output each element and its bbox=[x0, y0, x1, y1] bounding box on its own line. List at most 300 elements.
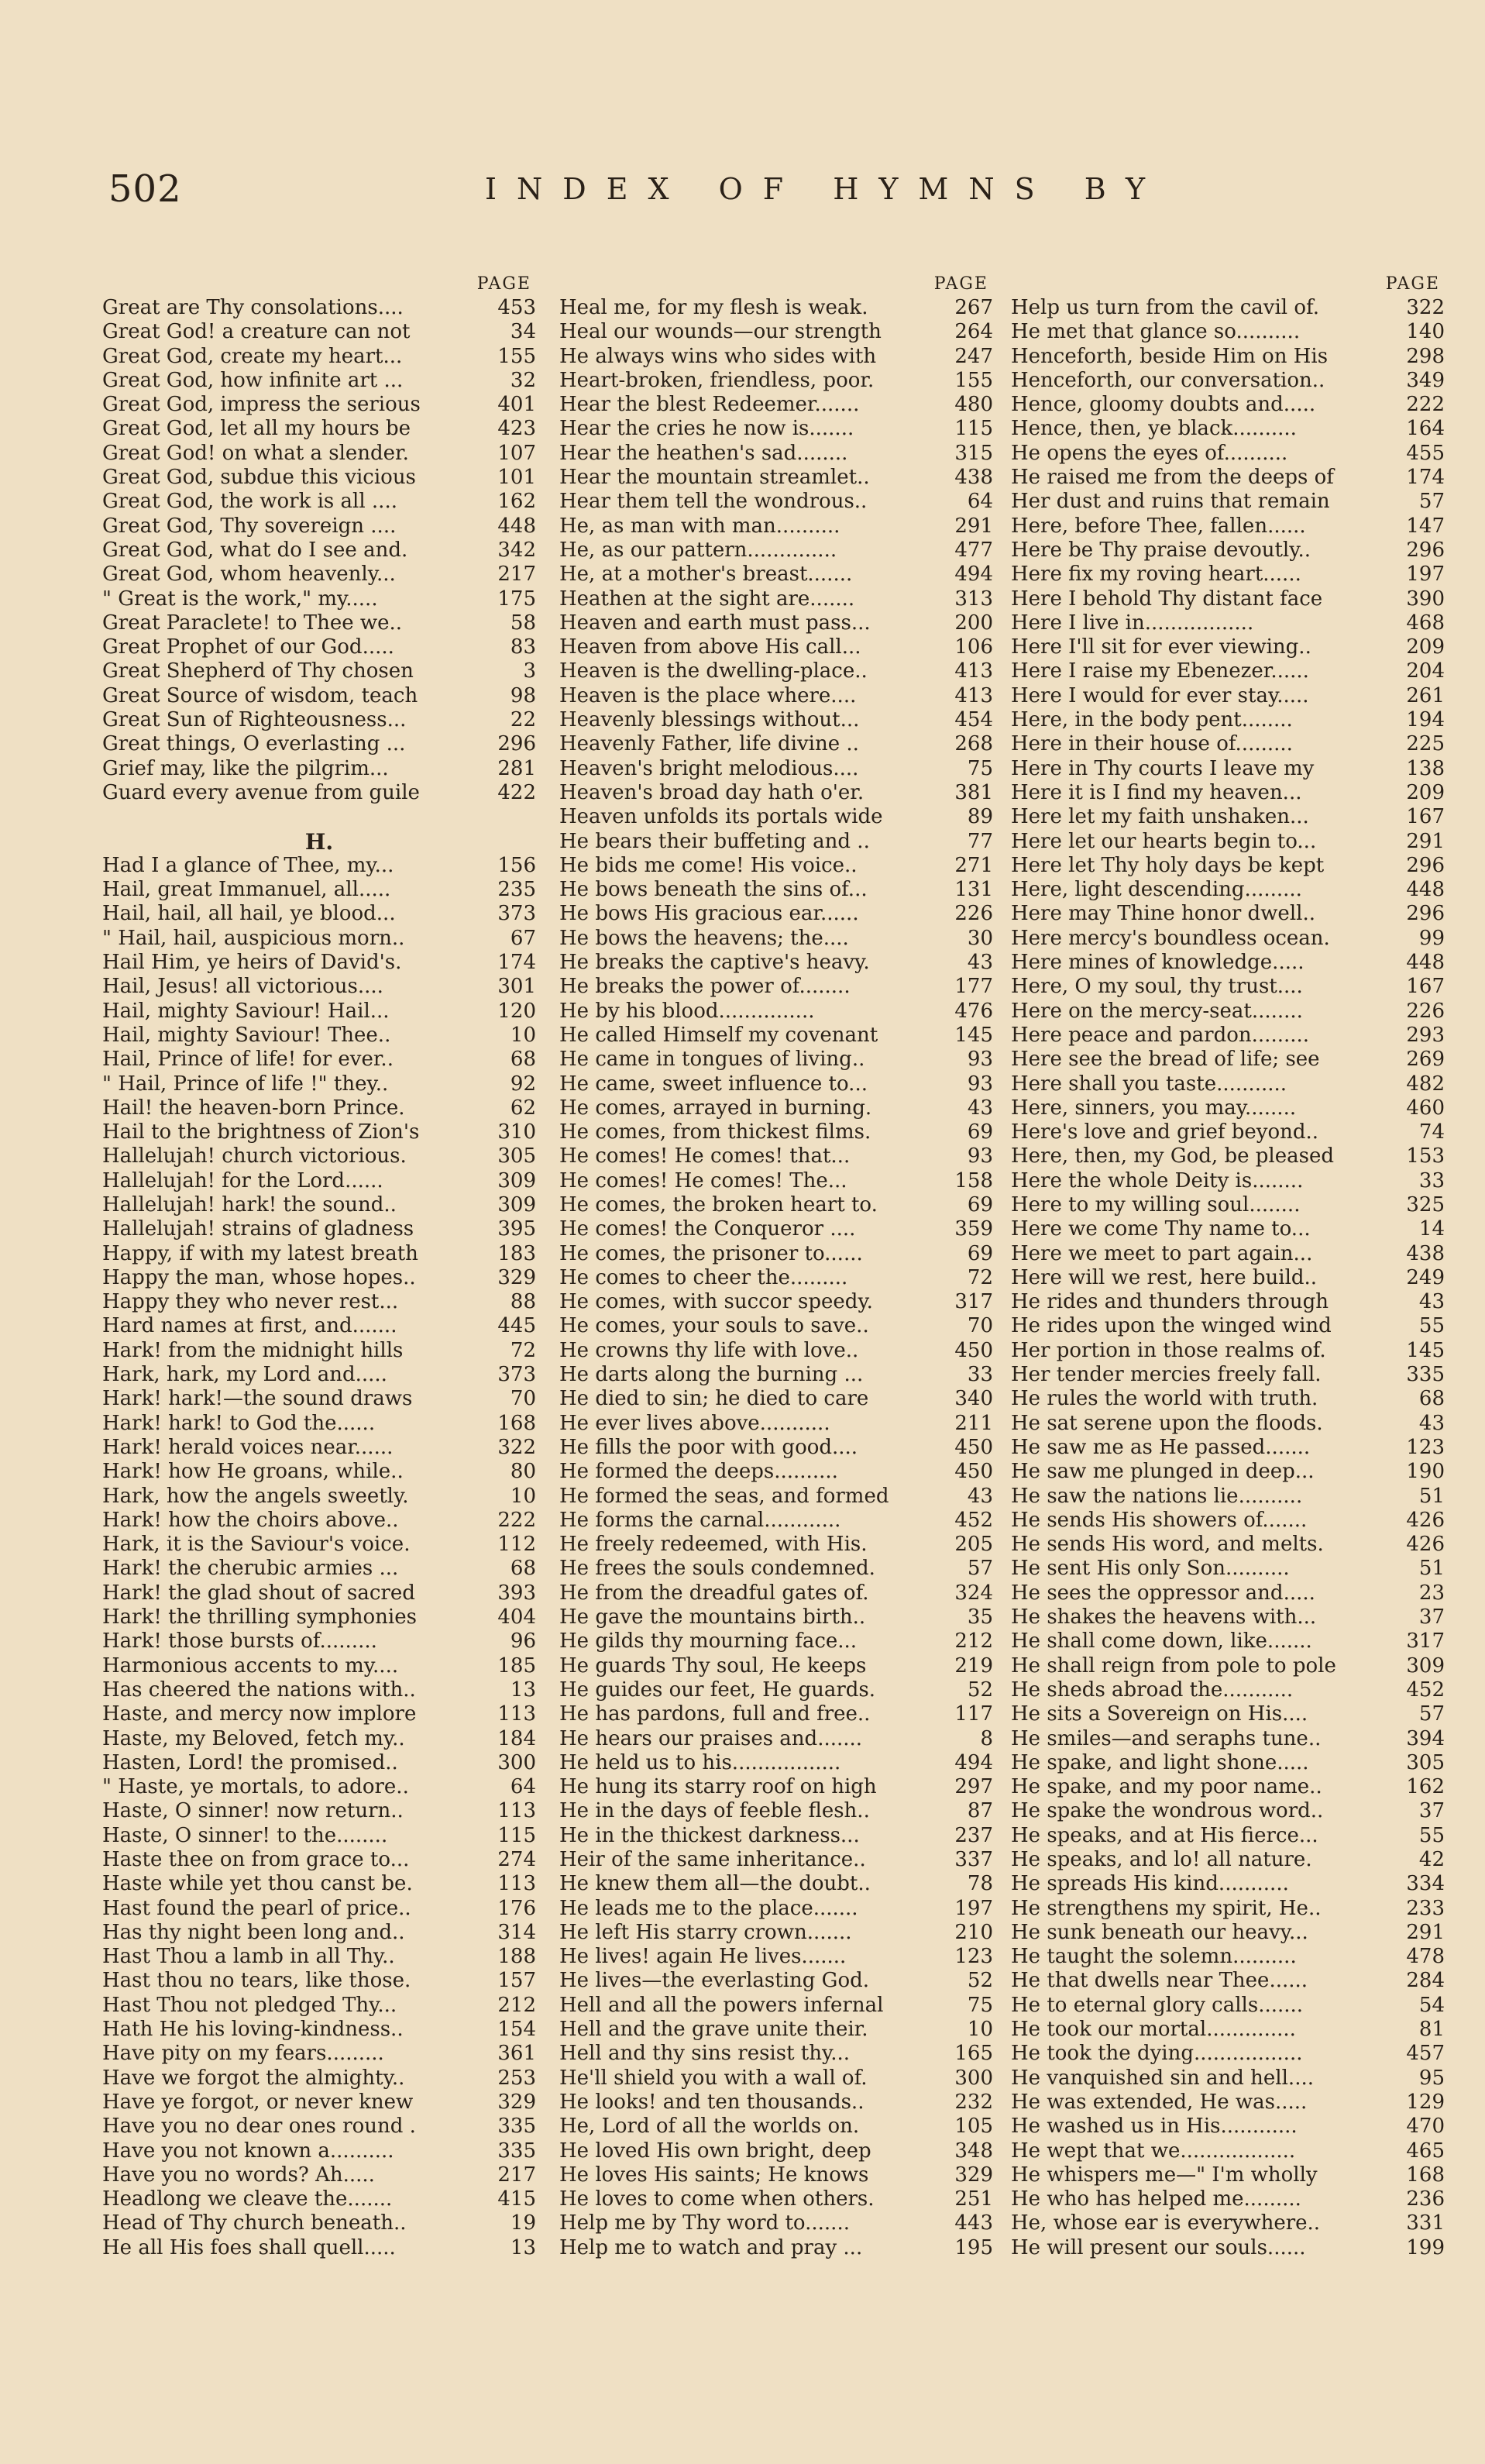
index-entry bbox=[559, 1848, 993, 1872]
hymn-first-line: Here, then, my God, be pleased bbox=[1011, 1144, 1334, 1168]
index-entry bbox=[559, 1799, 993, 1823]
index-entry bbox=[102, 781, 536, 805]
hymn-page-number: 184 bbox=[497, 1726, 536, 1750]
hymn-first-line: Her dust and ruins that remain bbox=[1011, 490, 1330, 514]
hymn-first-line: Had I a glance of Thee, my... bbox=[102, 853, 394, 877]
hymn-page-number: 335 bbox=[1406, 1363, 1445, 1387]
hymn-page-number: 274 bbox=[497, 1848, 536, 1871]
index-entry bbox=[559, 345, 993, 369]
hymn-page-number: 158 bbox=[954, 1168, 993, 1192]
hymn-page-number: 296 bbox=[1406, 853, 1445, 877]
index-entry bbox=[102, 2211, 536, 2235]
hymn-page-number: 43 bbox=[967, 1484, 993, 1508]
hymn-page-number: 155 bbox=[497, 344, 536, 368]
index-entry bbox=[559, 2187, 993, 2211]
hymn-page-number: 313 bbox=[954, 587, 993, 611]
hymn-page-number: 162 bbox=[1406, 1775, 1445, 1799]
hymn-page-number: 322 bbox=[1406, 296, 1445, 319]
hymn-page-number: 52 bbox=[967, 1969, 993, 1993]
hymn-first-line: He came, sweet influence to... bbox=[559, 1072, 868, 1096]
index-entry bbox=[1011, 1290, 1445, 1314]
index-entry bbox=[102, 369, 536, 393]
hymn-first-line: Hell and thy sins resist thy... bbox=[559, 2042, 851, 2066]
hymn-first-line: Here I raise my Ebenezer...... bbox=[1011, 659, 1309, 683]
hymn-first-line: Hark! herald voices near...... bbox=[102, 1435, 394, 1459]
index-entry bbox=[102, 1460, 536, 1484]
page-number: 502 bbox=[108, 167, 182, 211]
hymn-first-line: He freely redeemed, with His. bbox=[559, 1533, 868, 1557]
hymn-page-number: 37 bbox=[1418, 1799, 1445, 1823]
entry-list bbox=[102, 854, 536, 2260]
index-entry bbox=[102, 708, 536, 732]
hymn-page-number: 51 bbox=[1418, 1484, 1445, 1508]
hymn-first-line: Haste while yet thou canst be. bbox=[102, 1872, 413, 1896]
index-entry bbox=[559, 442, 993, 466]
index-entry bbox=[102, 539, 536, 563]
hymn-page-number: 81 bbox=[1418, 2018, 1445, 2042]
hymn-first-line: Heal me, for my flesh is weak. bbox=[559, 296, 868, 319]
hymn-first-line: Here, sinners, you may........ bbox=[1011, 1096, 1297, 1120]
hymn-page-number: 43 bbox=[1418, 1290, 1445, 1314]
hymn-page-number: 113 bbox=[497, 1702, 536, 1726]
index-entry bbox=[559, 2042, 993, 2066]
hymn-page-number: 95 bbox=[1418, 2066, 1445, 2090]
page-column-label: PAGE bbox=[1385, 274, 1440, 294]
hymn-page-number: 185 bbox=[497, 1654, 536, 1678]
index-column-3 bbox=[1011, 273, 1445, 2260]
index-entry bbox=[559, 2091, 993, 2115]
hymn-page-number: 14 bbox=[1418, 1217, 1445, 1241]
hymn-first-line: He took the dying................. bbox=[1011, 2042, 1303, 2066]
hymn-first-line: Hear the mountain streamlet.. bbox=[559, 466, 870, 490]
hymn-page-number: 305 bbox=[1406, 1750, 1445, 1774]
hymn-first-line: He met that glance so.......... bbox=[1011, 320, 1301, 344]
hymn-first-line: Hast thou no tears, like those. bbox=[102, 1969, 411, 1993]
index-entry bbox=[1011, 2067, 1445, 2091]
index-entry bbox=[1011, 1169, 1445, 1193]
hymn-page-number: 92 bbox=[510, 1072, 536, 1096]
hymn-page-number: 43 bbox=[1418, 1411, 1445, 1435]
index-entry bbox=[1011, 1072, 1445, 1096]
hymn-first-line: He bears their buffeting and .. bbox=[559, 829, 870, 853]
hymn-page-number: 413 bbox=[954, 683, 993, 707]
index-entry bbox=[102, 1363, 536, 1387]
hymn-page-number: 67 bbox=[510, 926, 536, 950]
hymn-first-line: He opens the eyes of.......... bbox=[1011, 441, 1288, 465]
index-entry bbox=[559, 1945, 993, 1969]
hymn-page-number: 165 bbox=[954, 2042, 993, 2066]
hymn-first-line: He formed the deeps.......... bbox=[559, 1460, 838, 1484]
hymn-first-line: Hail! the heaven-born Prince. bbox=[102, 1096, 405, 1120]
index-entry bbox=[559, 927, 993, 951]
hymn-first-line: He spake, and light shone..... bbox=[1011, 1750, 1309, 1774]
index-entry bbox=[1011, 732, 1445, 756]
index-entry bbox=[1011, 2139, 1445, 2163]
hymn-first-line: Great God, subdue this vicious bbox=[102, 466, 416, 490]
hymn-first-line: Great God, let all my hours be bbox=[102, 417, 411, 441]
index-entry bbox=[559, 466, 993, 490]
index-entry bbox=[559, 369, 993, 393]
hymn-first-line: He sends His word, and melts. bbox=[1011, 1533, 1324, 1557]
hymn-first-line: Happy, if with my latest breath bbox=[102, 1241, 418, 1265]
index-entry bbox=[559, 563, 993, 587]
hymn-page-number: 249 bbox=[1406, 1265, 1445, 1289]
index-entry bbox=[1011, 1412, 1445, 1436]
hymn-first-line: Henceforth, beside Him on His bbox=[1011, 344, 1329, 368]
entry-list bbox=[1011, 296, 1445, 2260]
index-entry bbox=[559, 1775, 993, 1799]
hymn-first-line: Hail, hail, all hail, ye blood... bbox=[102, 902, 396, 926]
hymn-page-number: 236 bbox=[1406, 2187, 1445, 2211]
index-entry bbox=[102, 854, 536, 878]
hymn-page-number: 57 bbox=[967, 1557, 993, 1581]
hymn-first-line: Great Prophet of our God..... bbox=[102, 635, 394, 659]
index-entry bbox=[559, 2211, 993, 2235]
hymn-first-line: Have ye forgot, or never knew bbox=[102, 2090, 414, 2114]
index-entry bbox=[1011, 1702, 1445, 1726]
hymn-first-line: He saw the nations lie.......... bbox=[1011, 1484, 1303, 1508]
hymn-first-line: Hark! hark!—the sound draws bbox=[102, 1387, 413, 1411]
hymn-page-number: 34 bbox=[510, 320, 536, 344]
index-entry bbox=[1011, 1824, 1445, 1848]
index-entry bbox=[1011, 587, 1445, 611]
hymn-page-number: 68 bbox=[510, 1048, 536, 1072]
hymn-first-line: Here on the mercy-seat........ bbox=[1011, 999, 1303, 1023]
index-entry bbox=[559, 320, 993, 344]
index-entry bbox=[559, 1994, 993, 2018]
hymn-page-number: 438 bbox=[1406, 1241, 1445, 1265]
index-entry bbox=[102, 2163, 536, 2187]
hymn-page-number: 68 bbox=[1418, 1387, 1445, 1411]
hymn-page-number: 443 bbox=[954, 2211, 993, 2235]
index-entry bbox=[102, 1144, 536, 1168]
index-entry bbox=[559, 539, 993, 563]
index-column-2 bbox=[559, 273, 993, 2260]
index-entry bbox=[1011, 635, 1445, 659]
index-entry bbox=[102, 1096, 536, 1120]
hymn-first-line: He comes! He comes! that... bbox=[559, 1144, 851, 1168]
hymn-first-line: He in the thickest darkness... bbox=[559, 1823, 860, 1847]
hymn-page-number: 75 bbox=[967, 756, 993, 780]
index-entry bbox=[559, 2139, 993, 2163]
hymn-first-line: Have you no dear ones round . bbox=[102, 2115, 416, 2139]
hymn-page-number: 349 bbox=[1406, 368, 1445, 392]
hymn-first-line: He breaks the power of........ bbox=[559, 975, 851, 999]
hymn-page-number: 476 bbox=[954, 999, 993, 1023]
index-entry bbox=[102, 1072, 536, 1096]
index-entry bbox=[559, 1144, 993, 1168]
index-entry bbox=[559, 393, 993, 417]
index-entry bbox=[559, 1485, 993, 1509]
hymn-page-number: 162 bbox=[497, 490, 536, 514]
index-entry bbox=[102, 2115, 536, 2139]
index-entry bbox=[102, 1485, 536, 1509]
hymn-page-number: 174 bbox=[497, 951, 536, 975]
hymn-first-line: Hard names at first, and....... bbox=[102, 1314, 397, 1338]
index-entry bbox=[559, 1605, 993, 1629]
index-entry bbox=[559, 1217, 993, 1241]
hymn-first-line: He bows the heavens; the.... bbox=[559, 926, 849, 950]
hymn-first-line: He guides our feet, He guards. bbox=[559, 1678, 876, 1702]
hymn-first-line: Hear them tell the wondrous.. bbox=[559, 490, 868, 514]
index-entry bbox=[559, 1193, 993, 1217]
index-entry bbox=[102, 1775, 536, 1799]
hymn-first-line: Hallelujah! strains of gladness bbox=[102, 1217, 414, 1241]
hymn-first-line: He rules the world with truth. bbox=[1011, 1387, 1318, 1411]
hymn-page-number: 359 bbox=[954, 1217, 993, 1241]
index-entry bbox=[102, 1314, 536, 1338]
index-entry bbox=[1011, 1848, 1445, 1872]
hymn-first-line: Hail, Prince of life! for ever.. bbox=[102, 1048, 394, 1072]
index-entry bbox=[1011, 1217, 1445, 1241]
hymn-page-number: 106 bbox=[954, 635, 993, 659]
hymn-first-line: Haste, my Beloved, fetch my.. bbox=[102, 1726, 405, 1750]
index-entry bbox=[102, 757, 536, 781]
index-entry bbox=[102, 2042, 536, 2066]
hymn-page-number: 99 bbox=[1418, 926, 1445, 950]
hymn-page-number: 117 bbox=[954, 1702, 993, 1726]
hymn-first-line: He sits a Sovereign on His.... bbox=[1011, 1702, 1308, 1726]
hymn-first-line: He taught the solemn.......... bbox=[1011, 1945, 1297, 1969]
hymn-first-line: Help me to watch and pray ... bbox=[559, 2235, 863, 2259]
hymn-page-number: 225 bbox=[1406, 732, 1445, 756]
hymn-first-line: He died to sin; he died to care bbox=[559, 1387, 869, 1411]
index-entry bbox=[102, 2091, 536, 2115]
hymn-first-line: He that dwells near Thee...... bbox=[1011, 1969, 1308, 1993]
hymn-first-line: He comes, the broken heart to. bbox=[559, 1192, 878, 1217]
hymn-page-number: 75 bbox=[967, 1993, 993, 2017]
hymn-page-number: 194 bbox=[1406, 708, 1445, 732]
index-entry bbox=[102, 1169, 536, 1193]
index-entry bbox=[559, 854, 993, 878]
hymn-first-line: He, as our pattern.............. bbox=[559, 538, 837, 562]
hymn-page-number: 394 bbox=[1406, 1726, 1445, 1750]
hymn-first-line: Great God, the work is all .... bbox=[102, 490, 397, 514]
index-entry bbox=[559, 830, 993, 854]
hymn-page-number: 452 bbox=[1406, 1678, 1445, 1702]
hymn-page-number: 145 bbox=[954, 1023, 993, 1047]
hymn-page-number: 204 bbox=[1406, 659, 1445, 683]
hymn-page-number: 329 bbox=[497, 2090, 536, 2114]
hymn-page-number: 138 bbox=[1406, 756, 1445, 780]
index-entry bbox=[1011, 2018, 1445, 2042]
index-entry bbox=[1011, 1436, 1445, 1460]
hymn-page-number: 454 bbox=[954, 708, 993, 732]
page-column-label: PAGE bbox=[933, 274, 988, 294]
hymn-page-number: 210 bbox=[954, 1920, 993, 1944]
hymn-first-line: He rides and thunders through bbox=[1011, 1290, 1329, 1314]
hymn-page-number: 164 bbox=[1406, 417, 1445, 441]
hymn-page-number: 422 bbox=[497, 780, 536, 804]
hymn-first-line: Headlong we cleave the....... bbox=[102, 2187, 393, 2211]
hymn-first-line: He frees the souls condemned. bbox=[559, 1557, 875, 1581]
index-entry bbox=[1011, 1654, 1445, 1678]
index-entry bbox=[1011, 878, 1445, 902]
hymn-page-number: 309 bbox=[497, 1168, 536, 1192]
index-entry bbox=[1011, 442, 1445, 466]
hymn-page-number: 478 bbox=[1406, 1945, 1445, 1969]
index-entry bbox=[102, 2139, 536, 2163]
hymn-page-number: 55 bbox=[1418, 1823, 1445, 1847]
hymn-first-line: He gave the mountains birth.. bbox=[559, 1605, 866, 1629]
hymn-first-line: " Hail, hail, auspicious morn.. bbox=[102, 926, 405, 950]
hymn-page-number: 105 bbox=[954, 2115, 993, 2139]
hymn-page-number: 30 bbox=[967, 926, 993, 950]
index-entry bbox=[102, 514, 536, 539]
hymn-page-number: 342 bbox=[497, 538, 536, 562]
hymn-page-number: 219 bbox=[954, 1654, 993, 1678]
hymn-first-line: He rides upon the winged wind bbox=[1011, 1314, 1332, 1338]
hymn-first-line: Hear the blest Redeemer....... bbox=[559, 393, 860, 417]
index-entry bbox=[559, 1824, 993, 1848]
index-entry bbox=[1011, 1193, 1445, 1217]
hymn-page-number: 13 bbox=[510, 2235, 536, 2259]
hymn-page-number: 335 bbox=[497, 2139, 536, 2163]
index-entry bbox=[559, 1751, 993, 1775]
hymn-page-number: 325 bbox=[1406, 1192, 1445, 1217]
hymn-first-line: Has thy night been long and.. bbox=[102, 1920, 405, 1944]
index-entry bbox=[559, 2236, 993, 2260]
hymn-first-line: He leads me to the place....... bbox=[559, 1896, 858, 1920]
hymn-first-line: Here's love and grief beyond.. bbox=[1011, 1120, 1319, 1144]
index-entry bbox=[1011, 1339, 1445, 1363]
hymn-page-number: 209 bbox=[1406, 780, 1445, 804]
index-entry bbox=[559, 1460, 993, 1484]
index-entry bbox=[1011, 1314, 1445, 1338]
hymn-first-line: Great Sun of Righteousness... bbox=[102, 708, 407, 732]
index-entry bbox=[1011, 951, 1445, 975]
hymn-page-number: 77 bbox=[967, 829, 993, 853]
hymn-first-line: Great God, create my heart... bbox=[102, 344, 403, 368]
hymn-page-number: 93 bbox=[967, 1144, 993, 1168]
hymn-page-number: 348 bbox=[954, 2139, 993, 2163]
hymn-first-line: " Great is the work," my..... bbox=[102, 587, 378, 611]
hymn-first-line: Happy they who never rest... bbox=[102, 1290, 399, 1314]
index-entry bbox=[559, 1363, 993, 1387]
index-entry bbox=[1011, 2115, 1445, 2139]
hymn-first-line: Here in their house of......... bbox=[1011, 732, 1293, 756]
hymn-page-number: 253 bbox=[497, 2066, 536, 2090]
hymn-first-line: He, at a mother's breast....... bbox=[559, 563, 853, 587]
hymn-page-number: 426 bbox=[1406, 1533, 1445, 1557]
index-entry bbox=[1011, 417, 1445, 441]
index-entry bbox=[559, 1387, 993, 1411]
hymn-first-line: Hear the cries he now is....... bbox=[559, 417, 854, 441]
index-entry bbox=[559, 635, 993, 659]
hymn-page-number: 268 bbox=[954, 732, 993, 756]
hymn-page-number: 335 bbox=[497, 2115, 536, 2139]
hymn-page-number: 123 bbox=[954, 1945, 993, 1969]
hymn-page-number: 468 bbox=[1406, 611, 1445, 635]
hymn-page-number: 205 bbox=[954, 1533, 993, 1557]
hymn-page-number: 393 bbox=[497, 1581, 536, 1605]
index-entry bbox=[102, 296, 536, 320]
hymn-page-number: 438 bbox=[954, 466, 993, 490]
index-entry bbox=[1011, 1048, 1445, 1072]
index-entry bbox=[1011, 1678, 1445, 1702]
index-entry bbox=[559, 1654, 993, 1678]
hymn-page-number: 217 bbox=[497, 2163, 536, 2187]
index-entry bbox=[1011, 1024, 1445, 1048]
hymn-page-number: 251 bbox=[954, 2187, 993, 2211]
hymn-first-line: Hail, mighty Saviour! Hail... bbox=[102, 999, 390, 1023]
hymn-page-number: 322 bbox=[497, 1435, 536, 1459]
hymn-page-number: 455 bbox=[1406, 441, 1445, 465]
index-entry bbox=[102, 1945, 536, 1969]
hymn-first-line: He by his blood............... bbox=[559, 999, 815, 1023]
hymn-page-number: 314 bbox=[497, 1920, 536, 1944]
hymn-page-number: 23 bbox=[1418, 1581, 1445, 1605]
hymn-first-line: He looks! and ten thousands.. bbox=[559, 2090, 865, 2114]
hymn-page-number: 115 bbox=[497, 1823, 536, 1847]
hymn-first-line: Have you not known a.......... bbox=[102, 2139, 394, 2163]
hymn-first-line: Hear the heathen's sad........ bbox=[559, 441, 848, 465]
index-entry bbox=[102, 1727, 536, 1751]
hymn-page-number: 140 bbox=[1406, 320, 1445, 344]
hymn-first-line: Here I behold Thy distant face bbox=[1011, 587, 1323, 611]
index-entry bbox=[559, 975, 993, 999]
index-entry bbox=[559, 757, 993, 781]
hymn-page-number: 331 bbox=[1406, 2211, 1445, 2235]
hymn-first-line: Here to my willing soul........ bbox=[1011, 1192, 1301, 1217]
hymn-page-number: 33 bbox=[1418, 1168, 1445, 1192]
hymn-page-number: 470 bbox=[1406, 2115, 1445, 2139]
hymn-first-line: Here we meet to part again... bbox=[1011, 1241, 1313, 1265]
hymn-first-line: He'll shield you with a wall of. bbox=[559, 2066, 868, 2090]
hymn-first-line: He ever lives above........... bbox=[559, 1411, 830, 1435]
index-entry bbox=[1011, 1363, 1445, 1387]
hymn-page-number: 315 bbox=[954, 441, 993, 465]
hymn-page-number: 232 bbox=[954, 2090, 993, 2114]
hymn-first-line: Hell and all the powers infernal bbox=[559, 1993, 884, 2017]
index-entry bbox=[1011, 1751, 1445, 1775]
hymn-first-line: He sheds abroad the........... bbox=[1011, 1678, 1294, 1702]
hymn-first-line: He darts along the burning ... bbox=[559, 1363, 864, 1387]
hymn-first-line: He vanquished sin and hell.... bbox=[1011, 2066, 1314, 2090]
hymn-first-line: He left His starry crown....... bbox=[559, 1920, 852, 1944]
hymn-page-number: 281 bbox=[497, 756, 536, 780]
index-entry bbox=[102, 2067, 536, 2091]
index-entry bbox=[559, 1314, 993, 1338]
hymn-first-line: He in the days of feeble flesh.. bbox=[559, 1799, 870, 1823]
hymn-page-number: 168 bbox=[1406, 2163, 1445, 2187]
index-entry bbox=[102, 684, 536, 708]
hymn-first-line: Here, before Thee, fallen...... bbox=[1011, 514, 1306, 538]
hymn-page-number: 69 bbox=[967, 1192, 993, 1217]
index-entry bbox=[559, 1169, 993, 1193]
index-entry bbox=[102, 1824, 536, 1848]
index-entry bbox=[1011, 708, 1445, 732]
hymn-page-number: 96 bbox=[510, 1629, 536, 1654]
hymn-first-line: Hark! how He groans, while.. bbox=[102, 1460, 404, 1484]
hymn-first-line: Great God! a creature can not bbox=[102, 320, 411, 344]
hymn-page-number: 445 bbox=[497, 1314, 536, 1338]
index-entry bbox=[1011, 902, 1445, 926]
hymn-first-line: Heaven's broad day hath o'er. bbox=[559, 780, 865, 804]
hymn-page-number: 480 bbox=[954, 393, 993, 417]
hymn-page-number: 264 bbox=[954, 320, 993, 344]
index-entry bbox=[1011, 1144, 1445, 1168]
index-entry bbox=[1011, 490, 1445, 514]
hymn-page-number: 209 bbox=[1406, 635, 1445, 659]
hymn-page-number: 261 bbox=[1406, 683, 1445, 707]
hymn-first-line: Heir of the same inheritance.. bbox=[559, 1848, 866, 1871]
index-entry bbox=[559, 1000, 993, 1024]
index-entry bbox=[1011, 345, 1445, 369]
hymn-first-line: Great God! on what a slender. bbox=[102, 441, 409, 465]
index-entry bbox=[1011, 1533, 1445, 1557]
hymn-first-line: Great God, what do I see and. bbox=[102, 538, 408, 562]
